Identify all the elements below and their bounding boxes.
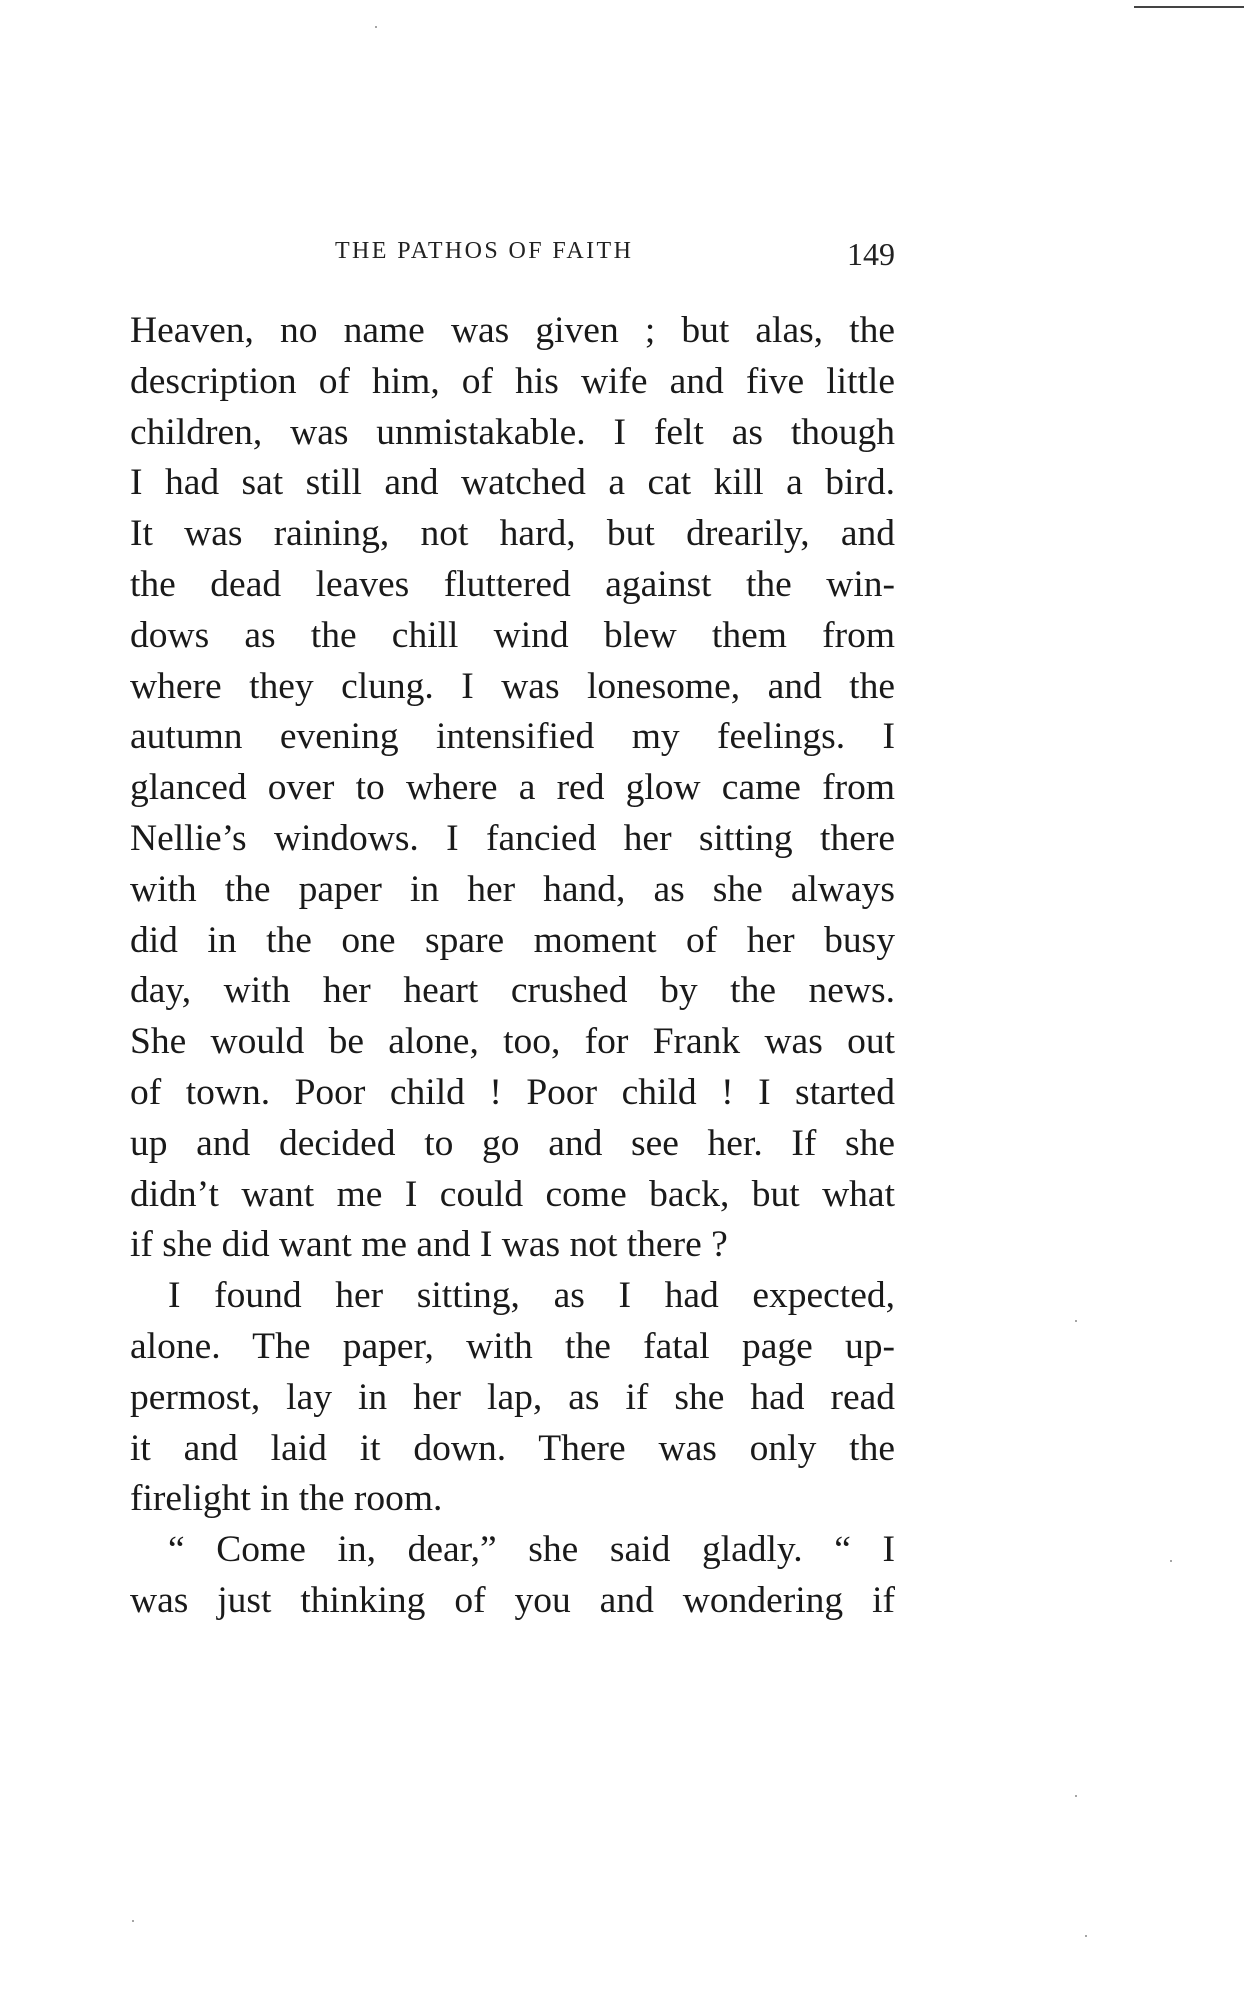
text-line: glanced over to where a red glow came from bbox=[130, 767, 895, 809]
text-line: of town. Poor child ! Poor child ! I started bbox=[130, 1071, 895, 1113]
text-line: up and decided to go and see her. If she bbox=[130, 1122, 895, 1164]
paper-speck bbox=[1170, 1560, 1172, 1562]
text-line: was just thinking of you and wondering if bbox=[130, 1579, 895, 1621]
body-text bbox=[130, 306, 895, 1627]
running-head bbox=[130, 238, 895, 278]
text-line: firelight in the room. bbox=[130, 1478, 443, 1520]
text-line: alone. The paper, with the fatal page up- bbox=[130, 1325, 895, 1367]
text-line: did in the one spare moment of her busy bbox=[130, 919, 895, 961]
text-line: Heaven, no name was given ; but alas, the bbox=[130, 310, 895, 351]
text-line: autumn evening intensified my feelings. I bbox=[130, 716, 895, 758]
text-line: it and laid it down. There was only the bbox=[130, 1427, 895, 1469]
paper-speck bbox=[1085, 1935, 1087, 1937]
text-line: I had sat still and watched a cat kill a bird. bbox=[130, 462, 895, 504]
running-title: THE PATHOS OF FAITH bbox=[335, 238, 634, 264]
text-line: with the paper in her hand, as she always bbox=[130, 868, 895, 910]
text-line: the dead leaves fluttered against the win- bbox=[130, 563, 895, 605]
text-line: permost, lay in her lap, as if she had read bbox=[130, 1376, 895, 1418]
text-line: if she did want me and I was not there ? bbox=[130, 1224, 728, 1266]
text-line: I found her sitting, as I had expected, bbox=[168, 1275, 895, 1317]
text-line: children, was unmistakable. I felt as though bbox=[130, 411, 895, 453]
text-line: didn’t want me I could come back, but what bbox=[130, 1173, 895, 1215]
text-line: It was raining, not hard, but drearily, and bbox=[130, 513, 895, 555]
text-line: dows as the chill wind blew them from bbox=[130, 614, 895, 656]
paper-speck bbox=[132, 1920, 134, 1922]
paper-speck bbox=[375, 26, 377, 28]
text-line: She would be alone, too, for Frank was out bbox=[130, 1021, 895, 1063]
paper-speck bbox=[1075, 1795, 1077, 1797]
text-line: where they clung. I was lonesome, and the bbox=[130, 665, 895, 707]
text-line: Nellie’s windows. I fancied her sitting there bbox=[130, 817, 895, 859]
text-line: description of him, of his wife and five little bbox=[130, 360, 895, 402]
page-number: 149 bbox=[847, 236, 895, 272]
scan-edge-rule bbox=[1134, 6, 1244, 8]
text-line: day, with her heart crushed by the news. bbox=[130, 970, 895, 1012]
paper-speck bbox=[1075, 1320, 1077, 1322]
text-line: “ Come in, dear,” she said gladly. “ I bbox=[168, 1529, 895, 1571]
